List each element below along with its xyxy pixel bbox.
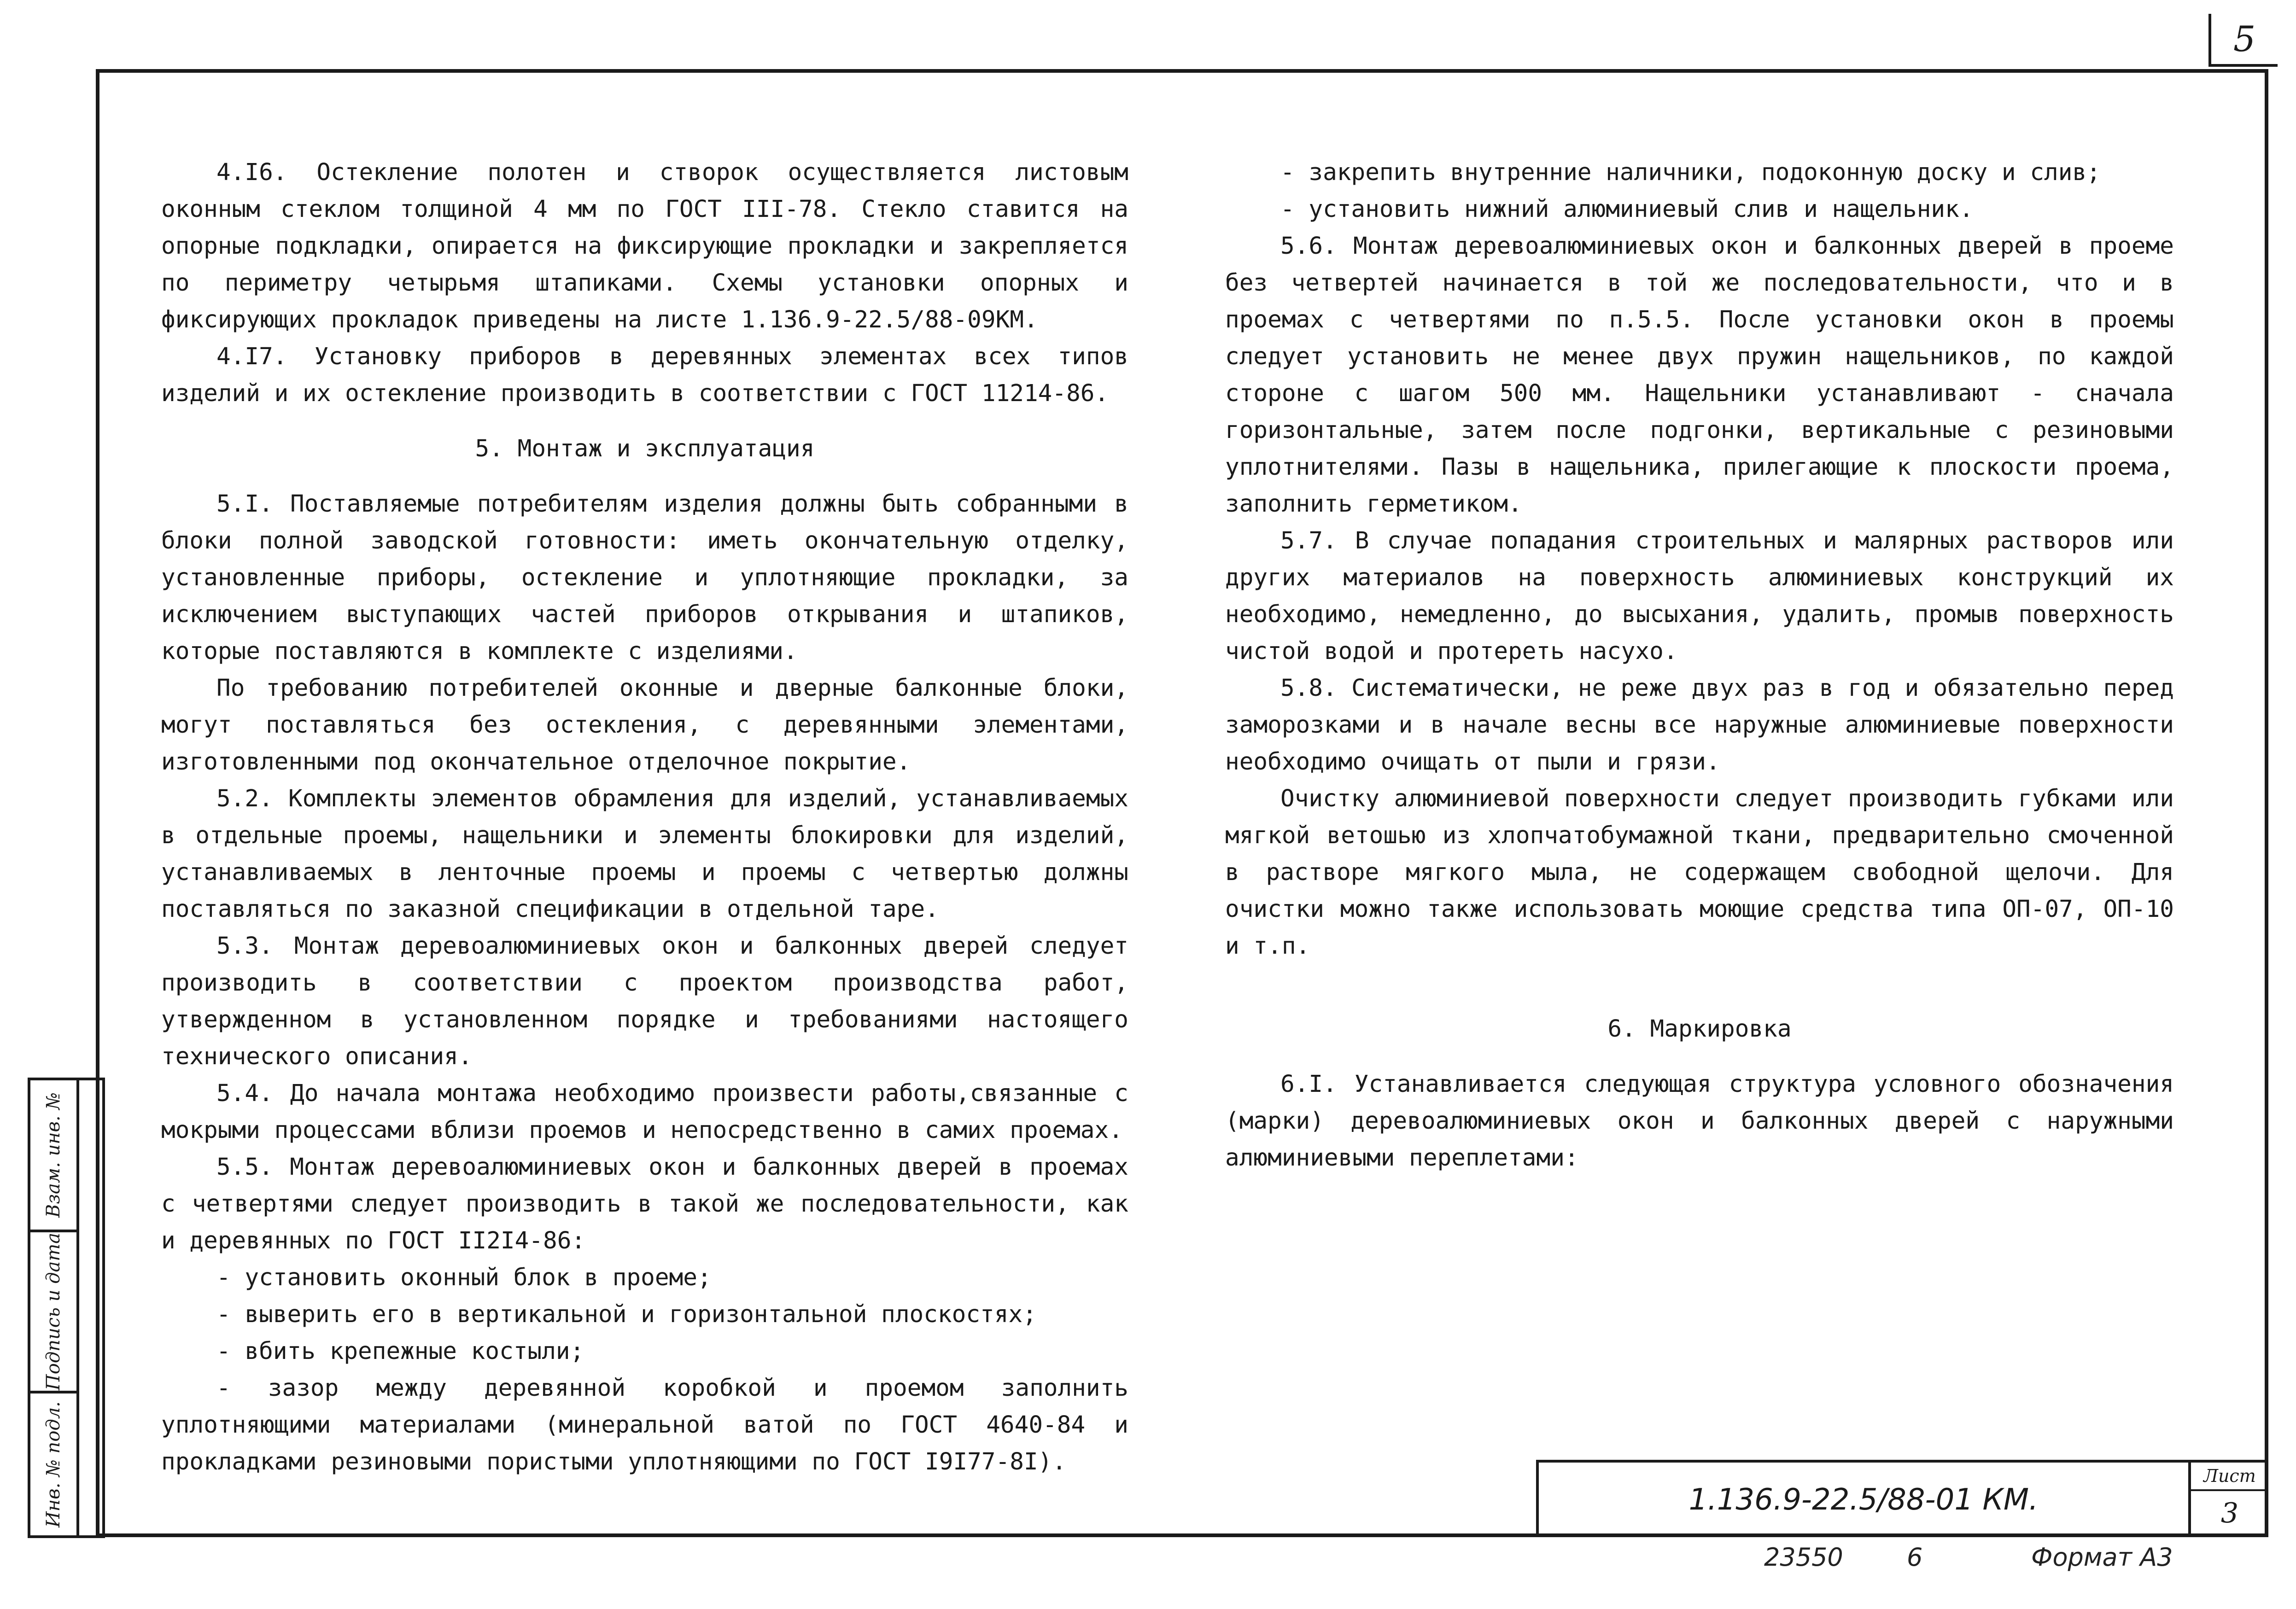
paper-format: Формат А3 — [2031, 1543, 2173, 1572]
side-label-signature-date: Подпись и дата — [43, 1232, 64, 1391]
page-number: 5 — [2208, 14, 2278, 67]
sheet-cell — [2188, 1463, 2268, 1537]
sheet-label: Лист — [2191, 1463, 2268, 1491]
paragraph-5-5: 5.5. Монтаж деревоалюминиевых окон и балконных дверей в проемах с четвертями следует производить в такой же последовательности, как и деревянных по ГОСТ II2I4-86: — [161, 1154, 1128, 1254]
section-heading-5: 5. Монтаж и эксплуатация — [475, 435, 815, 462]
title-block — [1536, 1460, 2268, 1537]
paragraph-5-2: 5.2. Комплекты элементов обрамления для изделий, устанавливаемых в отдельные проемы, нащельники и элементы блокировки для изделий, устанавливаемых в ленточные проемы и проемы с четвертью должны поставляться по заказной спецификации в отдельной таре. — [161, 785, 1128, 923]
paragraph-4-16: 4.I6. Остекление полотен и створок осуществляется листовым оконным стеклом толщиной 4 мм по ГОСТ III-78. Стекло ставится на опорные подкладки, опирается на фиксирующие прокладки и закрепляется по периметру четырьмя штапиками. Схемы установки опорных и фиксирующих прокладок приведены на листе 1.136.9-22.5/88-09КМ. — [161, 159, 1128, 333]
order-number: 23550 — [1764, 1543, 1843, 1572]
paragraph-5-1-note: По требованию потребителей оконные и дверные балконные блоки, могут поставляться без остекления, с деревянными элементами, изготовленными под окончательное отделочное покрытие. — [161, 675, 1128, 775]
side-label-inv-orig: Инв. № подл. — [43, 1401, 64, 1527]
side-cell-signature — [30, 1232, 76, 1393]
paragraph-5-3: 5.3. Монтаж деревоалюминиевых окон и балконных дверей следует производить в соответствии с проектом производства работ, утвержденном в установленном порядке и требованиями настоящего технического описания. — [161, 933, 1128, 1070]
section-heading-6: 6. Маркировка — [1607, 1015, 1792, 1043]
side-cell-inv-replace — [30, 1080, 76, 1232]
list-item: - установить оконный блок в проеме; — [216, 1264, 712, 1291]
paragraph-4-17: 4.I7. Установку приборов в деревянных элементах всех типов изделий и их остекление производить в соответствии с ГОСТ 11214-86. — [161, 343, 1128, 407]
paragraph-5-1: 5.I. Поставляемые потребителям изделия должны быть собранными в блоки полной заводской готовности: иметь окончательную отделку, установленные приборы, остекление и уплотняющие прокладки, за исключением выступающих частей приборов открывания и штапиков, которые поставляются в комплекте с изделиями. — [161, 490, 1128, 665]
list-item: - установить нижний алюминиевый слив и нащельник. — [1280, 196, 1974, 223]
paragraph-5-4: 5.4. До начала монтажа необходимо произвести работы,связанные с мокрыми процессами вблизи проемов и непосредственно в самих проемах. — [161, 1080, 1128, 1144]
list-item: - выверить его в вертикальной и горизонтальной плоскостях; — [216, 1301, 1037, 1328]
document-code: 1.136.9-22.5/88-01 КМ. — [1688, 1483, 2039, 1517]
paragraph-5-8: 5.8. Систематически, не реже двух раз в год и обязательно перед заморозками и в начале весны все наружные алюминиевые поверхности необходимо очищать от пыли и грязи. — [1225, 675, 2174, 775]
paragraph-5-6: 5.6. Монтаж деревоалюминиевых окон и балконных дверей в проеме без четвертей начинается в той же последовательности, что и в проемах с четвертями по п.5.5. После установки окон в проемы следует установить не менее двух пружин нащельников, по каждой стороне с шагом 500 мм. Нащельники устанавливают - сначала горизонтальные, затем после подгонки, вертикальные с резиновыми уплотнителями. Пазы в нащельника, прилегающие к плоскости проема, заполнить герметиком. — [1225, 233, 2174, 518]
paragraph-5-8-cleaning: Очистку алюминиевой поверхности следует производить губками или мягкой ветошью из хлопчатобумажной ткани, предварительно смоченной в растворе мягкого мыла, не содержащем свободной щелочи. Для очистки можно также использовать моющие средства типа ОП-07, ОП-10 и т.п. — [1225, 785, 2174, 960]
list-item: - зазор между деревянной коробкой и проемом заполнить уплотняющими материалами (минеральной ватой по ГОСТ 4640-84 и прокладками резиновыми пористыми уплотняющими по ГОСТ I9I77-8I). — [161, 1375, 1128, 1475]
side-cell-inv-orig — [30, 1393, 76, 1535]
list-item: - вбить крепежные костыли; — [216, 1338, 584, 1365]
right-text-column — [1225, 154, 2174, 1177]
side-stamp — [28, 1078, 105, 1538]
left-text-column — [161, 154, 1128, 1481]
paragraph-5-7: 5.7. В случае попадания строительных и малярных растворов или других материалов на поверхность алюминиевых конструкций их необходимо, немедленно, до высыхания, удалить, промыв поверхность чистой водой и протереть насухо. — [1225, 527, 2174, 665]
side-strip-divider — [76, 1080, 79, 1535]
list-item: - закрепить внутренние наличники, подоконную доску и слив; — [1280, 159, 2101, 186]
side-label-inv-replace: Взам. инв. № — [43, 1092, 64, 1218]
sheet-number: 3 — [2220, 1497, 2239, 1529]
paragraph-6-1: 6.I. Устанавливается следующая структура условного обозначения (марки) деревоалюминиевых окон и балконных дверей с наружными алюминиевыми переплетами: — [1225, 1071, 2174, 1172]
copy-number: 6 — [1907, 1543, 1923, 1572]
